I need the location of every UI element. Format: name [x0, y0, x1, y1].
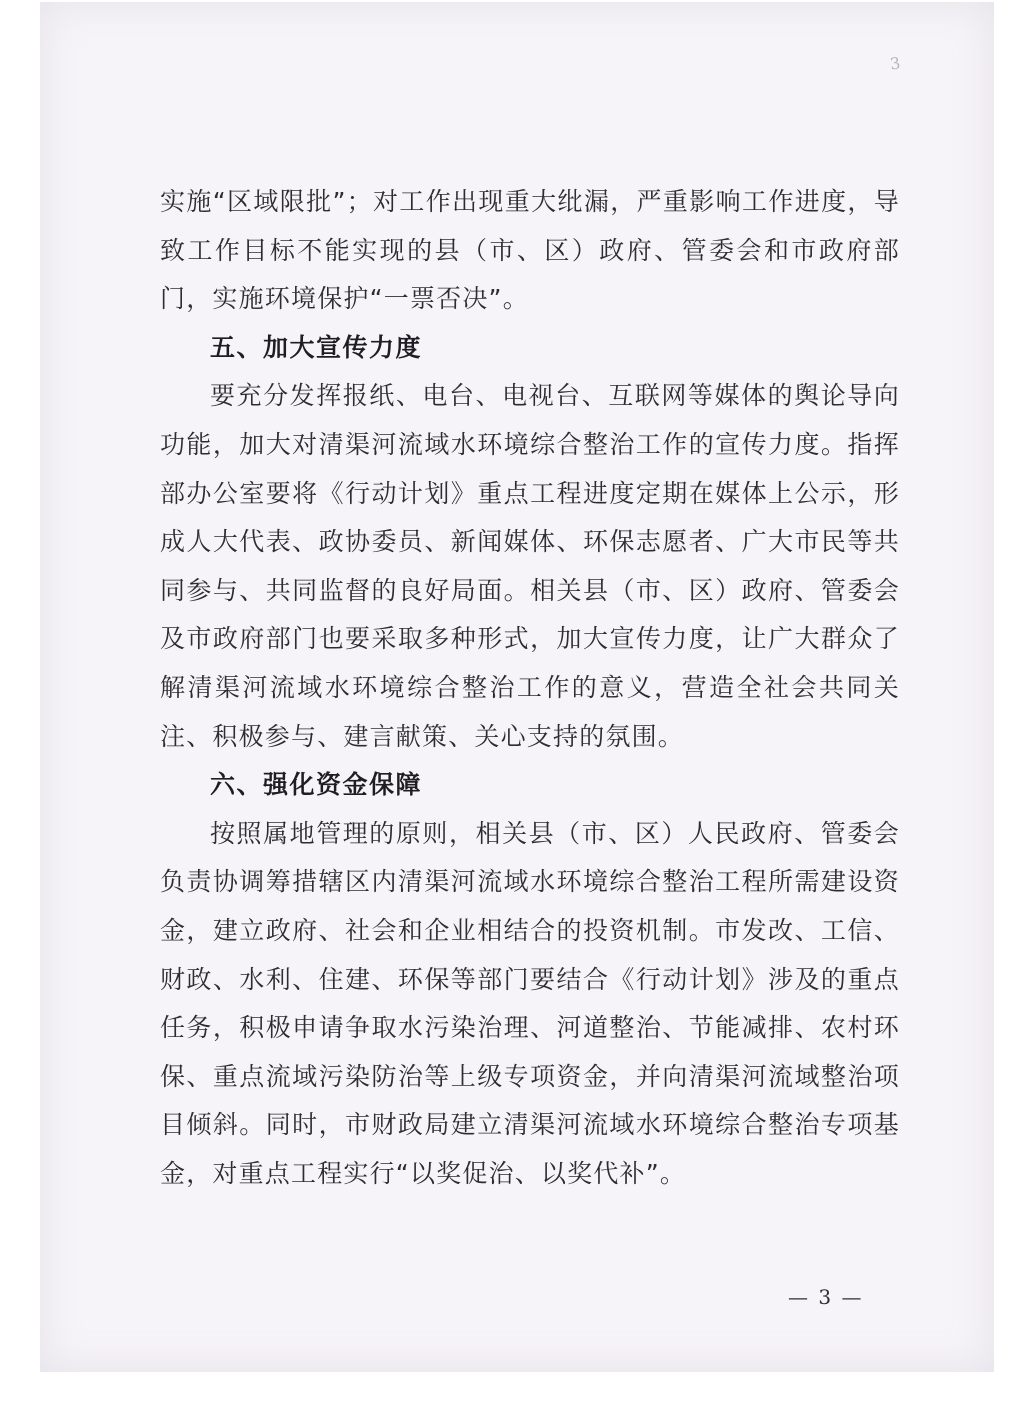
section-heading-5: 五、加大宣传力度	[210, 332, 423, 362]
corner-mark: 3	[888, 53, 902, 74]
document-body	[160, 178, 900, 1198]
section-heading-6: 六、强化资金保障	[210, 770, 423, 800]
page-number: — 3 —	[788, 1285, 864, 1309]
paragraph-3: 按照属地管理的原则，相关县（市、区）人民政府、管委会负责协调筹措辖区内清渠河流域水环境综合整治工程所需建设资金，建立政府、社会和企业相结合的投资机制。市发改、工信、财政、水利、住建、环保等部门要结合《行动计划》涉及的重点任务，积极申请争取水污染治理、河道整治、节能减排、农村环保、重点流域污染防治等上级专项资金，并向清渠河流域整治项目倾斜。同时，市财政局建立清渠河流域水环境综合整治专项基金，对重点工程实行“以奖促治、以奖代补”。	[160, 818, 900, 1188]
paragraph-1: 实施“区域限批”；对工作出现重大纰漏，严重影响工作进度，导致工作目标不能实现的县（市、区）政府、管委会和市政府部门，实施环境保护“一票否决”。	[160, 187, 900, 314]
paragraph-2: 要充分发挥报纸、电台、电视台、互联网等媒体的舆论导向功能，加大对清渠河流域水环境综合整治工作的宣传力度。指挥部办公室要将《行动计划》重点工程进度定期在媒体上公示，形成人大代表、政协委员、新闻媒体、环保志愿者、广大市民等共同参与、共同监督的良好局面。相关县（市、区）政府、管委会及市政府部门也要采取多种形式，加大宣传力度，让广大群众了解清渠河流域水环境综合整治工作的意义，营造全社会共同关注、积极参与、建言献策、关心支持的氛围。	[160, 381, 900, 751]
document-page	[40, 2, 994, 1372]
